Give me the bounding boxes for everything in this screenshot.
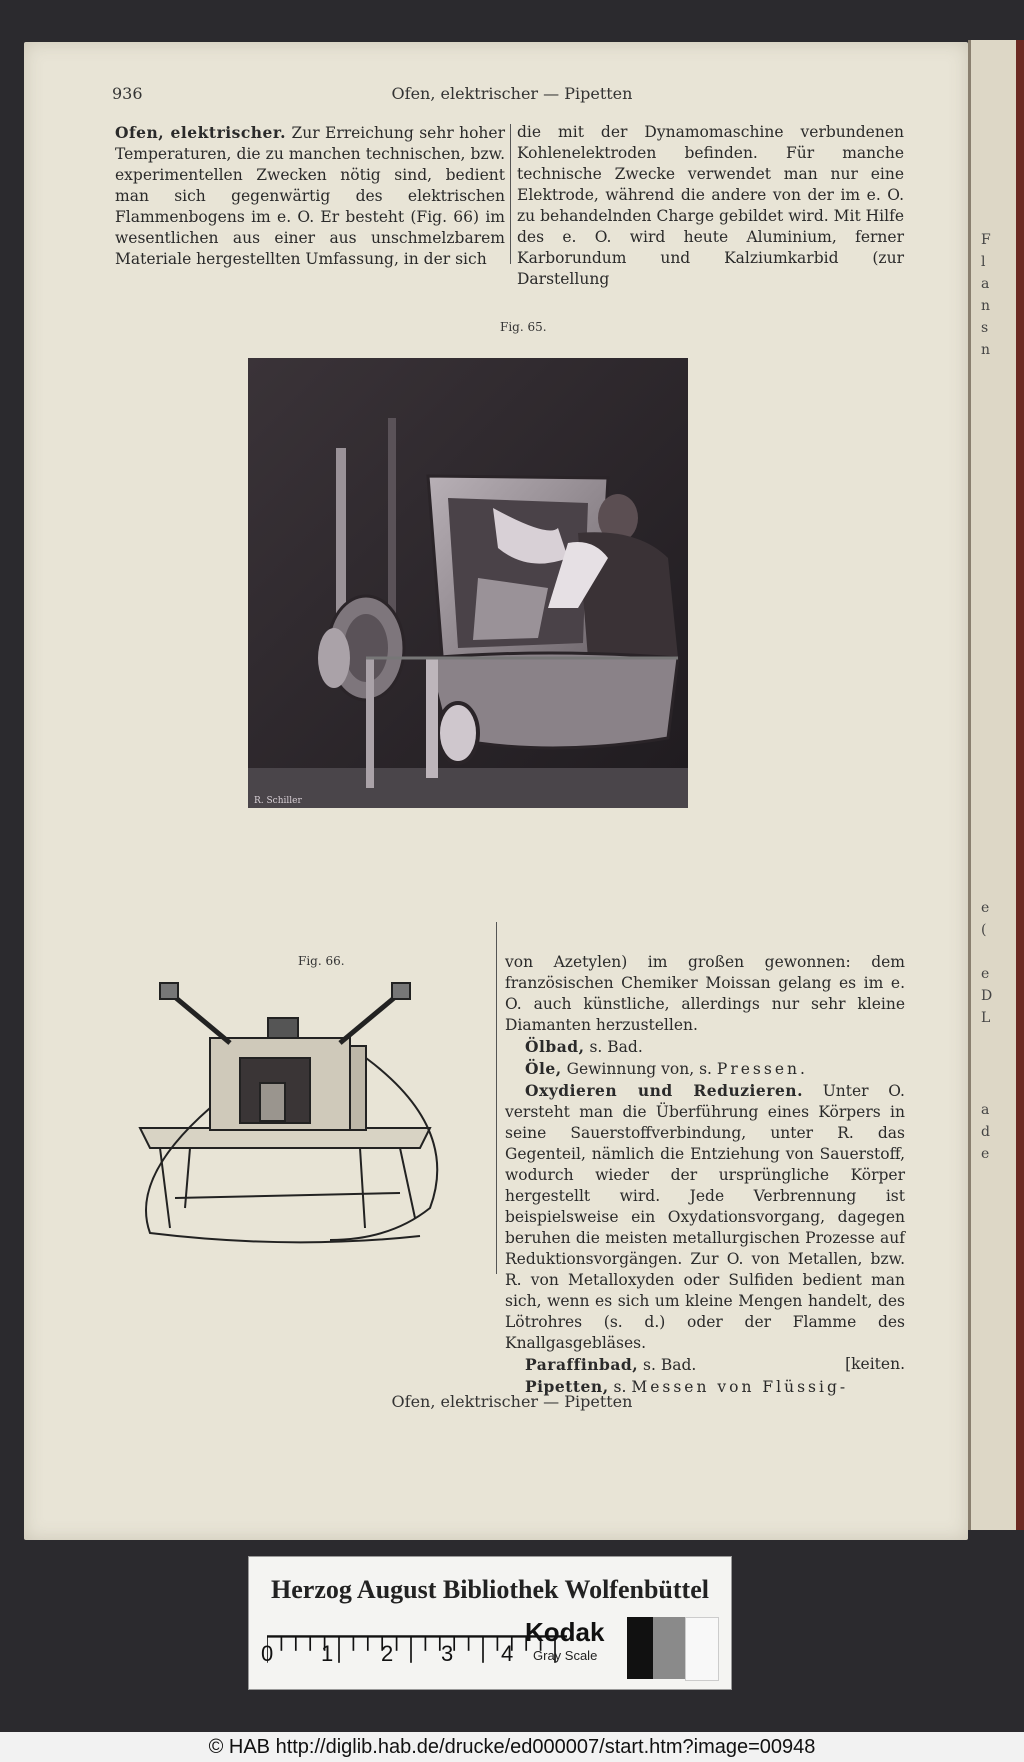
entry-headword: Oxydieren und Reduzieren.	[525, 1081, 803, 1100]
book-edge	[1016, 40, 1024, 1530]
entry-oele	[505, 1058, 905, 1080]
gray-swatch-white	[685, 1617, 719, 1681]
adjacent-page-fragment: a	[981, 276, 990, 292]
adjacent-page-fragment: e	[981, 900, 990, 916]
electric-furnace-illustration	[130, 978, 450, 1248]
text-column-right	[517, 122, 904, 290]
entry-text: die mit der Dynamomaschine verbundenen Kohlenelektroden befinden. Für manche technische Zwecke verwendet man nur eine Elektrode, während die andere von der im e. O. zu behandelnden Charge gebildet wird. Mit Hilfe des e. O. wird heute Aluminium, ferner Karborundum und Kalziumkarbid (zur Darstellung	[517, 123, 904, 288]
running-head	[0, 84, 1024, 108]
ruler-number: 1	[321, 1641, 334, 1666]
text-column-lower	[505, 952, 905, 1398]
column-divider	[510, 124, 511, 264]
entry-text: Zur Erreichung sehr hoher Temperaturen, die zu manchen technischen, bzw. experimentellen Zwecken nötig sind, bedient man sich gegenwärtig des elektrischen Flammenbogens im e. O. Er besteht (Fig. 66) im wesentlichen aus einer aus unschmelzbarem Materiale hergestellten Umfassung, in der sich	[115, 124, 505, 268]
entry-headword: Ölbad,	[525, 1037, 585, 1056]
entry-oxydieren	[505, 1080, 905, 1354]
scale-ruler	[267, 1627, 567, 1677]
entry-headword: Ofen, elektrischer.	[115, 123, 287, 142]
kodak-subtitle: Gray Scale	[533, 1648, 598, 1663]
figure-label: Fig. 65.	[500, 320, 547, 334]
column-divider	[496, 922, 497, 1274]
engraver-signature: R. Schiller	[254, 796, 302, 806]
entry-text: von Azetylen) im großen gewonnen: dem französischen Chemiker Moissan gelang es im e. O. auch künstliche, allerdings nur sehr kleine Diamanten herzustellen.	[505, 953, 905, 1034]
kodak-brand: Kodak	[525, 1617, 605, 1647]
adjacent-page-fragment: (	[981, 922, 987, 938]
adjacent-page-fragment: e	[981, 966, 990, 982]
gray-swatch-mid	[653, 1617, 685, 1679]
adjacent-page-fragment: L	[981, 1010, 991, 1026]
entry-text: Unter O. versteht man die Überführung eines Körpers in seine Sauerstoffverbindung, unter R. das Gegenteil, nämlich die Entziehung von Sauerstoff, wodurch wieder der ursprüngliche Körper hergestellt wird. Jede Verbrennung ist beispielsweise ein Oxydationsvorgang, dagegen beruhen die meisten metallurgischen Prozesse auf Reduktionsvorgängen. Zur O. von Metallen, bzw. R. von Metalloxyden oder Sulfiden bedient man sich, wenn es sich um kleine Mengen handelt, des Lötrohres (s. d.) oder der Flamme des Knallgasgebläses.	[505, 1082, 905, 1352]
cross-reference: Pressen.	[716, 1060, 808, 1078]
entry-text: s.	[613, 1378, 627, 1396]
entry-text: Gewinnung von, s.	[566, 1060, 712, 1078]
running-title: Ofen, elektrischer — Pipetten	[391, 84, 633, 103]
cross-reference: s. Bad.	[589, 1038, 643, 1056]
adjacent-page-fragment: e	[981, 1146, 990, 1162]
entry-oelbad	[505, 1036, 905, 1058]
adjacent-page-fragment: l	[981, 254, 986, 270]
line-continuation: [keiten.	[845, 1355, 905, 1373]
entry-paraffinbad	[505, 1354, 905, 1376]
credit-line: © HAB http://diglib.hab.de/drucke/ed000007/start.htm?image=00948	[0, 1732, 1024, 1762]
entry-headword: Pipetten,	[525, 1377, 609, 1396]
furnace-photo-illustration	[248, 358, 688, 808]
ruler-number: 3	[441, 1641, 454, 1666]
footer-title: Ofen, elektrischer — Pipetten	[391, 1392, 633, 1411]
adjacent-page-fragment: D	[981, 988, 993, 1004]
entry-headword: Öle,	[525, 1059, 562, 1078]
text-column-left	[115, 122, 505, 270]
adjacent-page-fragment: s	[981, 320, 989, 336]
archive-color-card	[248, 1556, 732, 1690]
ruler-number: 2	[381, 1641, 394, 1666]
kodak-label	[525, 1617, 615, 1663]
cross-reference: s. Bad.	[643, 1356, 697, 1374]
furnace-photograph	[248, 358, 688, 808]
adjacent-page-fragment: F	[981, 232, 991, 248]
furnace-engraving	[130, 978, 450, 1248]
page-number: 936	[112, 84, 143, 103]
ruler-number: 0	[261, 1641, 274, 1666]
adjacent-page-fragment: n	[981, 298, 991, 314]
institution-name: Herzog August Bibliothek Wolfenbüttel	[271, 1575, 709, 1604]
ruler-number: 4	[501, 1641, 514, 1666]
adjacent-page-fragment: n	[981, 342, 991, 358]
adjacent-page-fragment: a	[981, 1102, 990, 1118]
adjacent-page-fragment: d	[981, 1124, 990, 1140]
cross-reference: Messen von Flüssig-	[631, 1378, 849, 1396]
gray-swatch-black	[627, 1617, 653, 1679]
figure-label: Fig. 66.	[298, 954, 345, 968]
entry-headword: Paraffinbad,	[525, 1355, 639, 1374]
